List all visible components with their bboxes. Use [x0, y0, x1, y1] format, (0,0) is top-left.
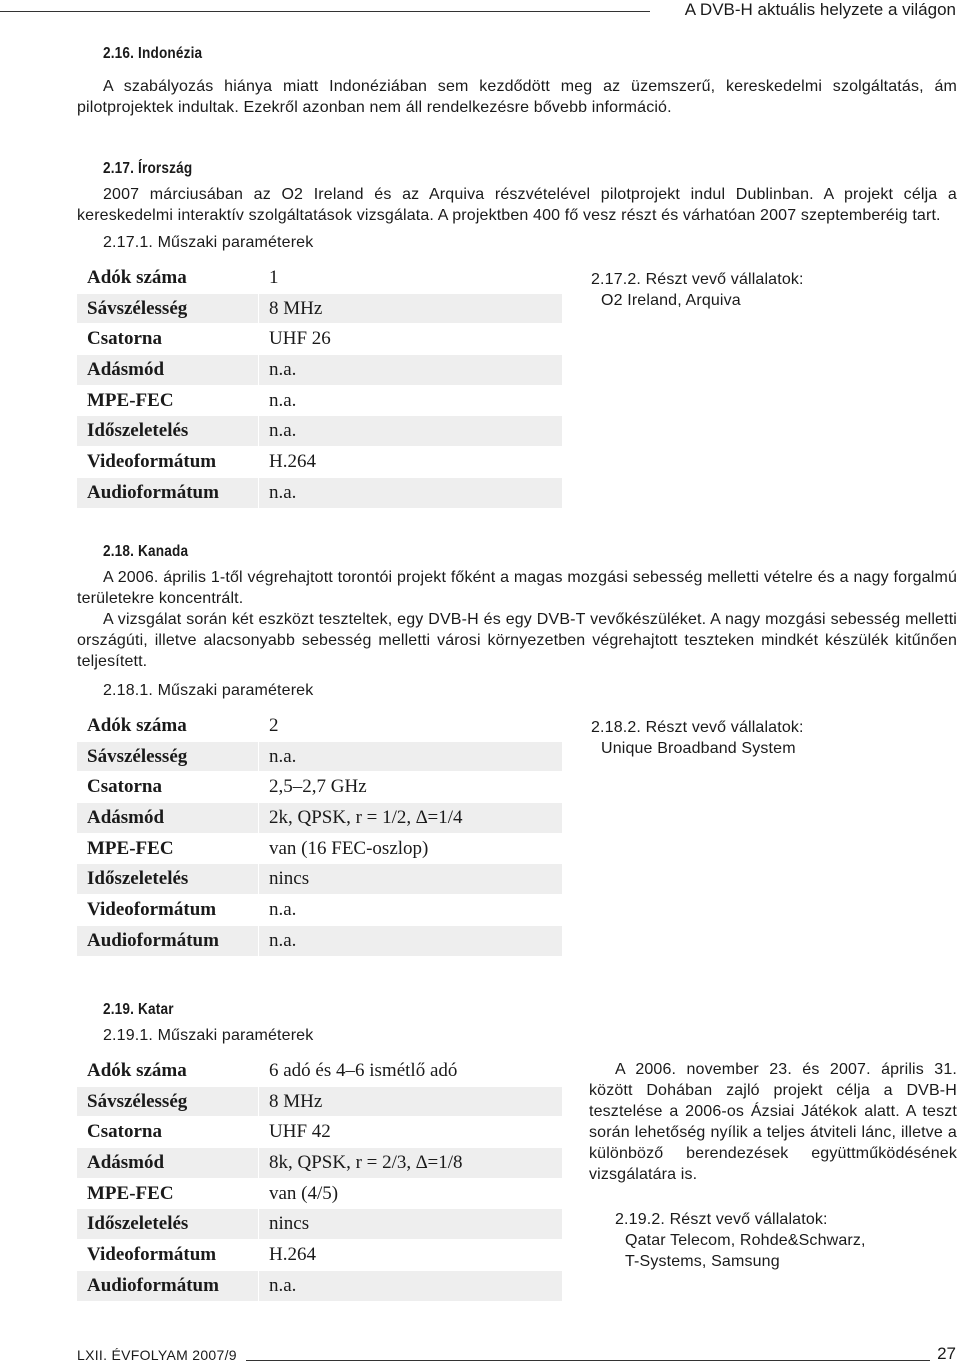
param-row: [77, 711, 563, 742]
participants-title-qatar: 2.19.2. Részt vevő vállalatok:: [615, 1211, 828, 1228]
param-value: 2k, QPSK, r = 1/2, ∆=1/4: [259, 803, 563, 834]
params-title-canada: 2.18.1. Műszaki paraméterek: [103, 682, 314, 699]
param-value: n.a.: [259, 416, 563, 447]
param-key: Adásmód: [77, 803, 259, 834]
param-row: [77, 895, 563, 926]
param-value: n.a.: [259, 355, 563, 386]
param-value: 1: [259, 263, 563, 294]
param-key: Időszeletelés: [77, 864, 259, 895]
param-row: [77, 385, 563, 416]
param-row: [77, 293, 563, 324]
param-row: [77, 772, 563, 803]
param-row: [77, 1240, 563, 1271]
param-key: Videoformátum: [77, 447, 259, 478]
param-value: UHF 26: [259, 324, 563, 355]
param-value: 8k, QPSK, r = 2/3, ∆=1/8: [259, 1148, 563, 1179]
running-header: A DVB-H aktuális helyzete a világon: [684, 0, 956, 19]
paragraph-indonesia: A szabályozás hiánya miatt Indonéziában sem kezdődött meg az üzemszerű, kereskedelmi szolgáltatás, ám pilotprojektek indultak. Ezekről azonban nem áll rendelkezésre bővebb információ.: [77, 78, 957, 116]
param-key: Adásmód: [77, 355, 259, 386]
section-title-qatar: 2.19. Katar: [103, 1001, 174, 1018]
param-value: UHF 42: [259, 1117, 563, 1148]
param-key: Sávszélesség: [77, 293, 259, 324]
param-key: MPE-FEC: [77, 385, 259, 416]
param-row: [77, 1178, 563, 1209]
param-value: nincs: [259, 864, 563, 895]
param-key: Videoformátum: [77, 1240, 259, 1271]
participants-title-ireland: 2.17.2. Részt vevő vállalatok:: [591, 271, 804, 288]
participants-qatar-line2: T-Systems, Samsung: [625, 1253, 780, 1270]
page-number: 27: [937, 1344, 956, 1363]
param-value: n.a.: [259, 925, 563, 956]
param-value: 8 MHz: [259, 1086, 563, 1117]
param-value: van (16 FEC-oszlop): [259, 833, 563, 864]
params-table-ireland: [76, 262, 563, 509]
param-row: [77, 263, 563, 294]
params-table-canada: [76, 710, 563, 957]
params-table-qatar: [76, 1055, 563, 1302]
paragraph-qatar: A 2006. november 23. és 2007. április 31. között Dohában zajló projekt célja a DVB-H tesztelése a 2006-os Ázsiai Játékok alatt. A teszt során lehetőség nyílik a teljes átviteli lánc, illetve a különböző berendezések együttműködésének vizsgálatára is.: [589, 1061, 957, 1183]
param-key: Audioformátum: [77, 1270, 259, 1301]
param-row: [77, 324, 563, 355]
param-row: [77, 447, 563, 478]
journal-issue: LXII. ÉVFOLYAM 2007/9: [77, 1347, 237, 1363]
param-row: [77, 803, 563, 834]
participants-title-canada: 2.18.2. Részt vevő vállalatok:: [591, 719, 804, 736]
param-key: Sávszélesség: [77, 1086, 259, 1117]
param-row: [77, 416, 563, 447]
param-key: Sávszélesség: [77, 741, 259, 772]
param-row: [77, 864, 563, 895]
param-row: [77, 1117, 563, 1148]
param-key: MPE-FEC: [77, 1178, 259, 1209]
param-value: van (4/5): [259, 1178, 563, 1209]
param-key: Időszeletelés: [77, 416, 259, 447]
param-key: Audioformátum: [77, 477, 259, 508]
param-row: [77, 355, 563, 386]
param-value: n.a.: [259, 477, 563, 508]
param-key: Videoformátum: [77, 895, 259, 926]
param-key: Adók száma: [77, 1056, 259, 1087]
param-value: nincs: [259, 1209, 563, 1240]
param-row: [77, 1148, 563, 1179]
param-key: Csatorna: [77, 772, 259, 803]
param-key: Adók száma: [77, 711, 259, 742]
participants-canada: Unique Broadband System: [601, 740, 796, 757]
param-row: [77, 833, 563, 864]
param-value: n.a.: [259, 1270, 563, 1301]
param-row: [77, 1086, 563, 1117]
param-key: Adók száma: [77, 263, 259, 294]
param-row: [77, 1209, 563, 1240]
param-key: Csatorna: [77, 324, 259, 355]
footer-rule: [246, 1360, 930, 1361]
param-key: Adásmód: [77, 1148, 259, 1179]
params-title-qatar: 2.19.1. Műszaki paraméterek: [103, 1027, 314, 1044]
param-row: [77, 741, 563, 772]
param-value: 6 adó és 4–6 ismétlő adó: [259, 1056, 563, 1087]
param-row: [77, 1270, 563, 1301]
param-value: H.264: [259, 447, 563, 478]
paragraph-canada-1: A 2006. április 1-től végrehajtott torontói projekt főként a magas mozgási sebesség melletti vételre és a nagy forgalmú területekre koncentrált.: [77, 569, 957, 607]
param-value: 2,5–2,7 GHz: [259, 772, 563, 803]
param-row: [77, 925, 563, 956]
header-rule: [0, 11, 650, 12]
param-value: n.a.: [259, 895, 563, 926]
param-key: Csatorna: [77, 1117, 259, 1148]
participants-ireland: O2 Ireland, Arquiva: [601, 292, 741, 309]
section-title-canada: 2.18. Kanada: [103, 543, 189, 560]
param-value: H.264: [259, 1240, 563, 1271]
param-key: Időszeletelés: [77, 1209, 259, 1240]
params-title-ireland: 2.17.1. Műszaki paraméterek: [103, 234, 314, 251]
param-row: [77, 477, 563, 508]
param-value: n.a.: [259, 385, 563, 416]
section-title-ireland: 2.17. Írország: [103, 160, 193, 177]
param-key: MPE-FEC: [77, 833, 259, 864]
param-key: Audioformátum: [77, 925, 259, 956]
param-value: 2: [259, 711, 563, 742]
param-value: n.a.: [259, 741, 563, 772]
paragraph-canada-2: A vizsgálat során két eszközt teszteltek, egy DVB-H és egy DVB-T vevőkészüléket. A nagy mozgási sebesség melletti országúti, illetve alacsonyabb sebesség melletti városi környezetben végrehajtott teszteken mindkét készülék kitűnően teljesített.: [77, 611, 957, 670]
param-row: [77, 1056, 563, 1087]
participants-qatar-line1: Qatar Telecom, Rohde&Schwarz,: [625, 1232, 866, 1249]
param-value: 8 MHz: [259, 293, 563, 324]
section-title-indonesia: 2.16. Indonézia: [103, 45, 203, 62]
paragraph-ireland: 2007 márciusában az O2 Ireland és az Arquiva részvételével pilotprojekt indul Dublinban. A projekt célja a kereskedelmi interaktív szolgáltatások vizsgálata. A projektben 400 fő vesz részt és várhatóan 2007 szeptemberéig tart.: [77, 186, 957, 224]
